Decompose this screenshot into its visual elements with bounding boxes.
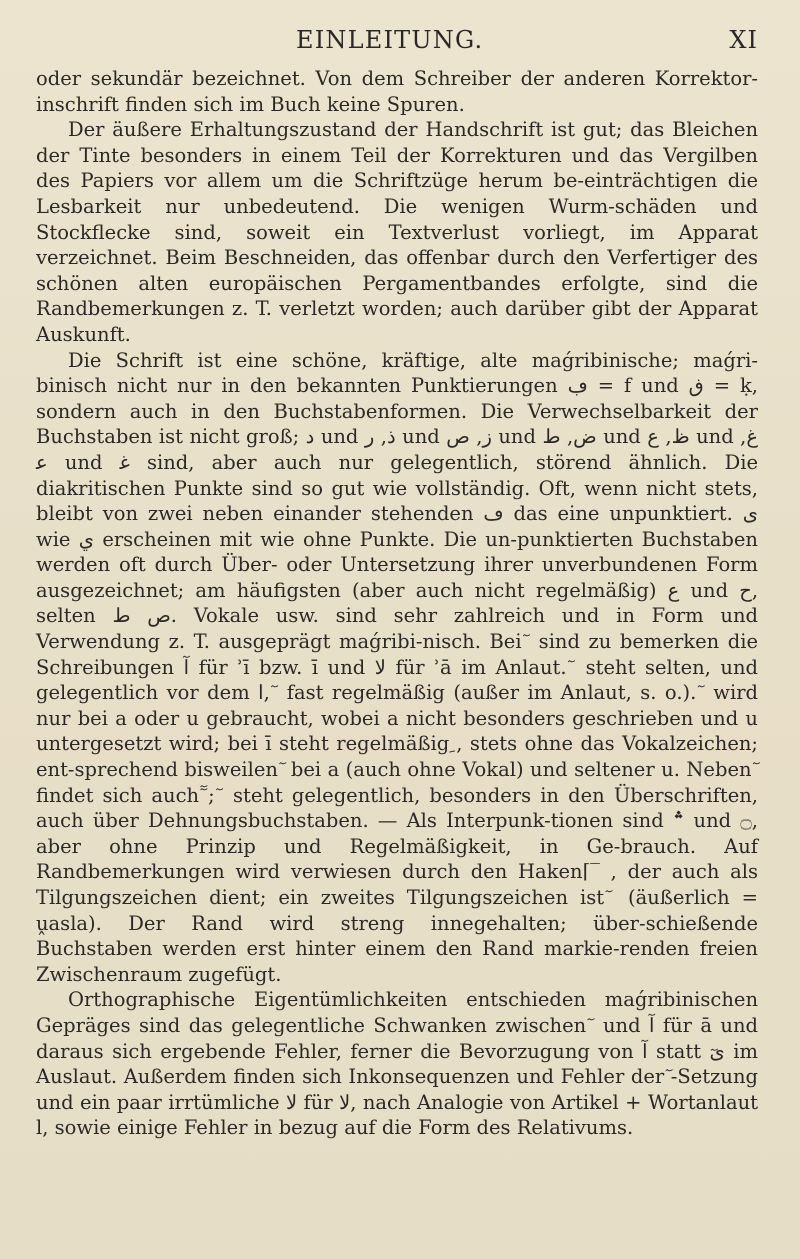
body-text [36,66,758,1141]
paragraph-condition: Der äußere Erhaltungszustand der Handschrift ist gut; das Bleichen der Tinte besonders in einem Teil der Korrekturen und das Vergilben des Papiers vor allem um die Schriftzüge herum be-einträchtigen die Lesbarkeit nur unbedeutend. Die wenigen Wurm-schäden und Stockflecke sind, soweit ein Textverlust vorliegt, im Apparat verzeichnet. Beim Beschneiden, das offenbar durch den Verfertiger des schönen alten europäischen Pergamentbandes erfolgte, sind die Randbemerkungen z. T. verletzt worden; auch darüber gibt der Apparat Auskunft. [36,118,758,346]
page-number: XI [729,26,758,54]
paragraph-orthography: Orthographische Eigentümlichkeiten entschieden maǵribinischen Gepräges sind das gelegentliche Schwanken zwischen ٓ und ﺍٓ für ā und daraus sich ergebende Fehler, ferner die Bevorzugung von ﺍٓ statt ىٓ im Auslaut. Außerdem finden sich Inkonsequenzen und Fehler der ٓ-Setzung und ein paar irrtümliche ﻻ für ﻻ, nach Analogie von Artikel + Wortanlaut l, sowie einige Fehler in bezug auf die Form des Relativums. [36,988,759,1140]
paragraph-script: Die Schrift ist eine schöne, kräftige, alte maǵribinische; maǵri-binisch nicht nur in den bekannten Punktierungen ڢ = f und ڧ = ḳ, sondern auch in den Buchstabenformen. Die Verwechselbarkeit der Buchstaben ist nicht groß; ﺩ und ﺫ, ﺭ und ﺯ, ص und ض, ﻁ und ﻅ, ﻉ und ﻍ, ﻋ und ﻏ sind, aber auch nur gelegentlich, störend ähnlich. Die diakritischen Punkte sind so gut wie vollständig. Oft, wenn nicht stets, bleibt von zwei neben einander stehenden ڡ das eine unpunktiert. ى wie ي erscheinen mit wie ohne Punkte. Die un-punktierten Buchstaben werden oft durch Über- oder Untersetzung ihrer unverbundenen Form ausgezeichnet; am häufigsten (aber auch nicht regelmäßig) ﻉ und ﺡ, selten ص ط. Vokale usw. sind sehr zahlreich und in Form und Verwendung z. T. ausgeprägt maǵribi-nisch. Bei ٓ sind zu bemerken die Schreibungen ﺍٓ für ʾī bzw. ī und ﻻ für ʾā im Anlaut. ٓ steht selten, und gelegentlich vor dem ا, ٓ fast regelmäßig (außer im Anlaut, s. o.). ٓ wird nur bei a oder u gebraucht, wobei a nicht besonders geschrieben und u untergesetzt wird; bei ī steht regelmäßig ِ, stets ohne das Vokalzeichen; ent-sprechend bisweilen ٓ bei a (auch ohne Vokal) und seltener u. Neben ٓ findet sich auch ٓٓ; ٓ steht gelegentlich, besonders in den Überschriften, auch über Dehnungsbuchstaben. — Als Interpunk-tionen sind ؞ und ۝, aber ohne Prinzip und Regelmäßigkeit, in Ge-brauch. Auf Randbemerkungen wird verwiesen durch den Haken⌈‾ , der auch als Tilgungszeichen dient; ein zweites Tilgungszeichen ist ٓ (äußerlich = ṷasla). Der Rand wird streng innegehalten; über-schießende Buchstaben werden erst hinter einem den Rand markie-renden freien Zwischenraum zugefügt. [36,348,759,986]
paragraph-continuation: oder sekundär bezeichnet. Von dem Schreiber der anderen Korrektor-inschrift finden sich im Buch keine Spuren. [36,67,758,116]
running-head [36,26,758,54]
chapter-title: EINLEITUNG. [296,26,484,54]
